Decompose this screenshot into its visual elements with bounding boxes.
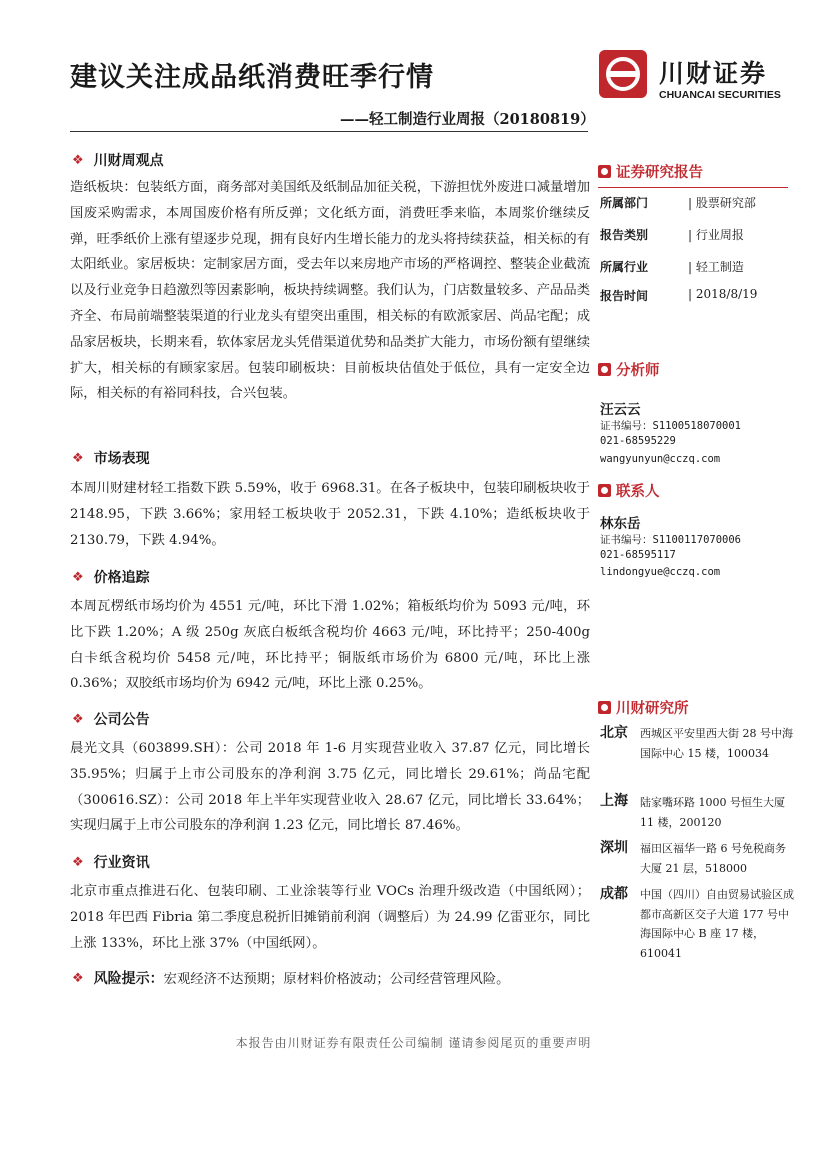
section-body: 晨光文具（603899.SH）：公司 2018 年 1-6 月实现营业收入 37.87 亿元，同比增长 35.95%；归属于上市公司股东的净利润 3.75 亿元，同比增长 29.61%；尚品宅配（300616.SZ）：公司 2018 年上半年实现营业收入 28.67 亿元，同比增长 33.64%；实现归属于上市公司股东的净利润 1.23 亿元，同比增长 87.46%。 — [70, 741, 590, 834]
diamond-icon: ❖ — [72, 970, 84, 986]
logo-icon — [599, 50, 647, 98]
section-heading: ❖ 川财周观点 — [72, 152, 164, 169]
analyst-phone: 021-68595229 — [600, 435, 676, 447]
office-address: 西城区平安里西大街 28 号中海国际中心 15 楼，100034 — [640, 727, 793, 760]
contact-name: 林东岳 — [600, 516, 641, 532]
meta-row: 报告类别 | 行业周报 — [600, 228, 744, 242]
section-heading: ❖ 价格追踪 — [72, 569, 150, 586]
report-icon — [598, 165, 611, 178]
section-body: 本周瓦楞纸市场均价为 4551 元/吨，环比下滑 1.02%；箱板纸均价为 5093 元/吨，环比下跌 1.20%；A 级 250g 灰底白板纸含税均价 4663 元/吨，环比持平；250-400g 白卡纸含税均价 5458 元/吨，环比持平；铜版纸市场价为 6800 元/吨，环比上涨 0.36%；双胶纸市场均价为 6942 元/吨，环比上涨 0.25%。 — [70, 599, 590, 692]
analyst-icon — [598, 363, 611, 376]
diamond-icon: ❖ — [72, 569, 84, 585]
risk-line: ❖ 风险提示：宏观经济不达预期；原材料价格波动；公司经营管理风险。 — [72, 970, 510, 987]
contact-icon — [598, 484, 611, 497]
section-body: 造纸板块：包装纸方面，商务部对美国纸及纸制品加征关税，下游担忧外废进口减量增加国废采购需求，本周国废价格有所反弹；文化纸方面，消费旺季来临，本周浆价继续反弹，旺季纸价上涨有望逐步兑现，拥有良好内生增长能力的龙头将持续获益，相关标的有太阳纸业。家居板块：定制家居方面，受去年以来房地产市场的严格调控、整装企业截流以及行业竞争日趋激烈等因素影响，板块持续调整。我们认为，门店数量较多、产品品类齐全、布局前端整装渠道的行业龙头有望突出重围，相关标的有欧派家居、尚品宅配；成品家居板块，长期来看，软体家居龙头凭借渠道优势和品类扩大能力，市场份额有望继续扩大，相关标的有顾家家居。包装印刷板块：目前板块估值处于低位，具有一定安全边际，相关标的有裕同科技，合兴包装。 — [70, 180, 590, 402]
page-subtitle: ——轻工制造行业周报（20180819） — [340, 111, 595, 128]
logo-text-en: CHUANCAI SECURITIES — [659, 89, 781, 101]
meta-row: 所属行业 | 轻工制造 — [600, 260, 744, 274]
analyst-cert: 证书编号：S1100518070001 — [600, 420, 742, 432]
diamond-icon: ❖ — [72, 450, 84, 466]
section-heading: ❖ 公司公告 — [72, 711, 150, 728]
meta-row: 报告时间 | 2018/8/19 — [600, 287, 758, 303]
header-divider — [70, 131, 588, 132]
logo-text-cn: 川财证券 — [659, 59, 768, 88]
contact-phone: 021-68595117 — [600, 549, 676, 561]
institute-icon — [598, 701, 611, 714]
diamond-icon: ❖ — [72, 711, 84, 727]
meta-row: 所属部门 | 股票研究部 — [600, 196, 756, 210]
section-heading: ❖ 市场表现 — [72, 450, 150, 467]
sidebar-heading-institute: 川财研究所 — [598, 697, 689, 718]
section-body: 本周川财建材轻工指数下跌 5.59%，收于 6968.31。在各子板块中，包装印刷板块收于 2148.95，下跌 3.66%；家用轻工板块收于 2052.31，下跌 4.10%；造纸板块收于 2130.79，下跌 4.94%。 — [70, 481, 590, 548]
diamond-icon: ❖ — [72, 152, 84, 168]
page-title: 建议关注成品纸消费旺季行情 — [70, 62, 434, 93]
analyst-email[interactable]: wangyunyun@cczq.com — [600, 453, 721, 465]
office-city: 深圳 — [600, 840, 628, 856]
analyst-name: 汪云云 — [600, 402, 641, 418]
sidebar-divider — [598, 187, 788, 188]
contact-cert: 证书编号：S1100117070006 — [600, 534, 742, 546]
contact-email[interactable]: lindongyue@cczq.com — [600, 566, 721, 578]
section-heading: ❖ 行业资讯 — [72, 854, 150, 871]
office-city: 北京 — [600, 725, 628, 741]
office-address: 中国（四川）自由贸易试验区成都市高新区交子大道 177 号中海国际中心 B 座 17 楼，610041 — [640, 888, 794, 960]
diamond-icon: ❖ — [72, 854, 84, 870]
sidebar-heading-report: 证券研究报告 — [598, 161, 703, 182]
office-city: 成都 — [600, 886, 628, 902]
sidebar-heading-contact: 联系人 — [598, 480, 660, 501]
sidebar-heading-analyst: 分析师 — [598, 359, 660, 380]
section-body: 北京市重点推进石化、包装印刷、工业涂装等行业 VOCs 治理升级改造（中国纸网）；2018 年巴西 Fibria 第二季度息税折旧摊销前利润（调整后）为 24.99 亿雷亚尔，同比上涨 133%，环比上涨 37%（中国纸网）。 — [70, 884, 590, 951]
office-address: 福田区福华一路 6 号免税商务大厦 21 层，518000 — [640, 842, 786, 875]
footer-disclaimer: 本报告由川财证券有限责任公司编制 谨请参阅尾页的重要声明 — [235, 1036, 592, 1050]
office-city: 上海 — [600, 793, 628, 809]
office-address: 陆家嘴环路 1000 号恒生大厦 11 楼，200120 — [640, 796, 785, 829]
